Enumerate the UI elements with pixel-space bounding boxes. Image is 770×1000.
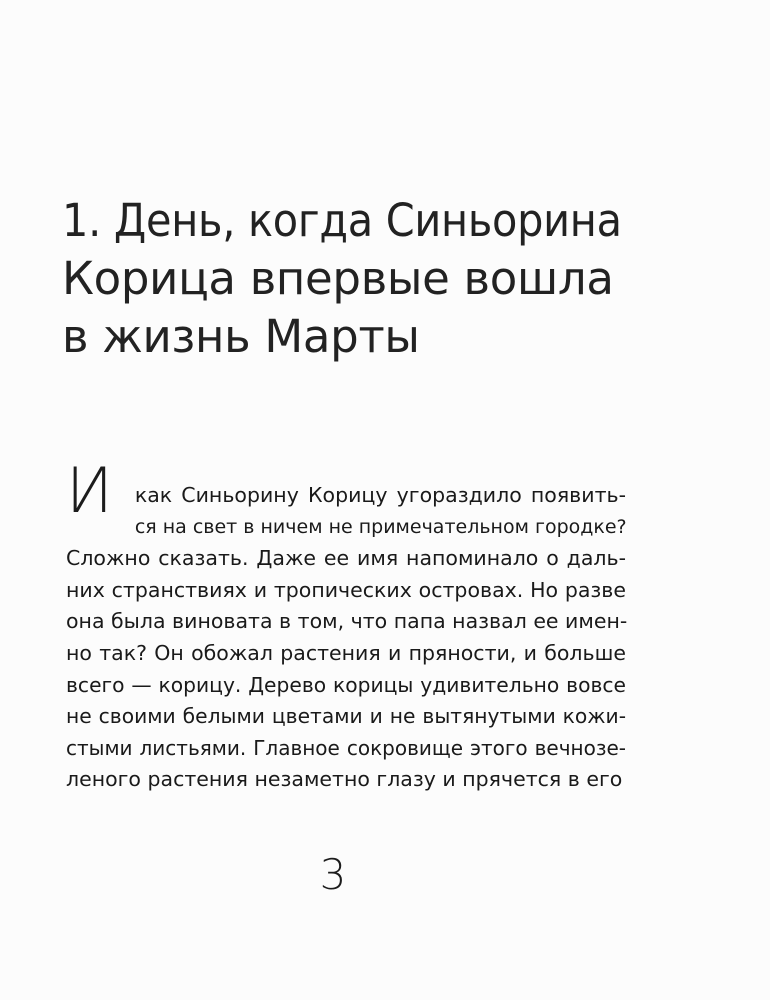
chapter-title-line: Корица впервые вошла	[62, 252, 614, 305]
paragraph-line: ся на свет в ничем не примечательном городке?	[134, 515, 627, 538]
paragraph-line: леного растения незаметно глазу и прячется в его	[66, 767, 623, 792]
paragraph-line: она была виновата в том, что папа назвал ее имен-	[66, 609, 628, 634]
page-number: 3	[319, 850, 347, 899]
chapter-title-line: 1. День, когда Синьорина	[62, 194, 622, 247]
paragraph-line: как Синьорину Корицу угораздило появить-	[134, 483, 626, 507]
paragraph-line: но так? Он обожал растения и пряности, и больше	[66, 640, 626, 665]
paragraph-line: всего — корицу. Дерево корицы удивительно вовсе	[66, 672, 626, 697]
chapter-title	[62, 192, 622, 366]
chapter-title-line: в жизнь Марты	[62, 310, 420, 363]
chapter-body-text	[66, 454, 628, 796]
paragraph-line: них странствиях и тропических островах. Но разве	[66, 577, 626, 602]
drop-cap: И	[66, 454, 113, 527]
paragraph-line: стыми листьями. Главное сокровище этого вечнозе-	[66, 735, 626, 760]
paragraph-line: Сложно сказать. Даже ее имя напоминало о даль-	[66, 546, 626, 571]
paragraph-line: не своими белыми цветами и не вытянутыми кожи-	[66, 704, 626, 729]
